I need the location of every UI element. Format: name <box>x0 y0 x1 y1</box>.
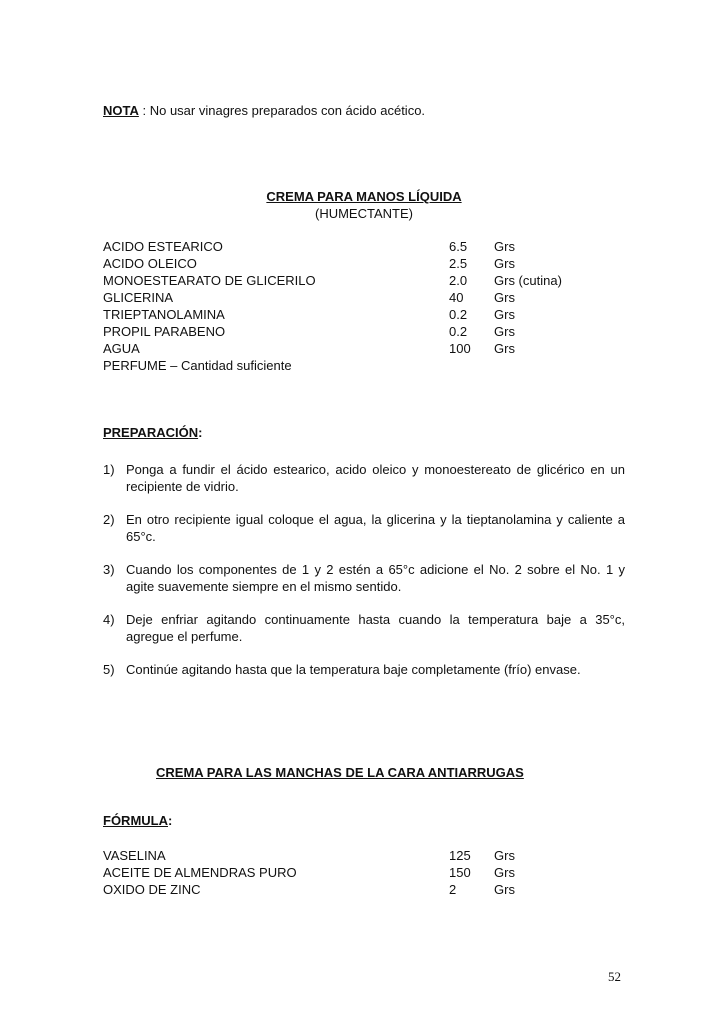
ingredient-unit: Grs <box>494 865 515 880</box>
ingredient-name: AGUA <box>103 341 140 356</box>
ingredient-name: PROPIL PARABENO <box>103 324 226 339</box>
recipe1-subtitle: (HUMECTANTE) <box>315 206 413 221</box>
ingredient-qty: 40 <box>449 290 464 305</box>
note-line <box>103 103 425 118</box>
ingredient-row <box>103 340 663 357</box>
step-number: 5) <box>103 662 115 677</box>
step-item <box>103 461 625 495</box>
note-label: NOTA <box>103 103 139 118</box>
step-number: 1) <box>103 462 115 477</box>
page-number: 52 <box>608 969 621 984</box>
ingredient-qty: 2 <box>449 882 457 897</box>
ingredient-row <box>103 847 663 864</box>
ingredient-unit: Grs <box>494 239 515 254</box>
ingredient-row <box>103 238 663 255</box>
ingredient-qty: 150 <box>449 865 471 880</box>
ingredient-unit: Grs (cutina) <box>494 273 562 288</box>
step-item <box>103 611 625 645</box>
ingredient-unit: Grs <box>494 290 515 305</box>
ingredient-unit: Grs <box>494 256 515 271</box>
ingredient-name: OXIDO DE ZINC <box>103 882 201 897</box>
perfume-line <box>103 357 663 374</box>
recipe1-title: CREMA PARA MANOS LÍQUIDA <box>266 189 462 204</box>
ingredient-row <box>103 255 663 272</box>
ingredient-name: GLICERINA <box>103 290 174 305</box>
ingredient-name: TRIEPTANOLAMINA <box>103 307 225 322</box>
step-number: 2) <box>103 512 115 527</box>
step-number: 4) <box>103 612 115 627</box>
recipe2-title: CREMA PARA LAS MANCHAS DE LA CARA ANTIARRUGAS <box>156 765 524 780</box>
ingredient-unit: Grs <box>494 882 515 897</box>
preparation-heading: PREPARACIÓN: <box>103 425 203 440</box>
ingredient-qty: 0.2 <box>449 324 468 339</box>
ingredient-row <box>103 881 663 898</box>
step-text: Ponga a fundir el ácido estearico, acido oleico y monoestereato de glicérico en un recipiente de vidrio. <box>126 462 625 494</box>
ingredient-row <box>103 272 663 289</box>
step-item <box>103 661 625 678</box>
step-text: Deje enfriar agitando continuamente hasta cuando la temperatura baje a 35°c, agregue el perfume. <box>126 612 625 644</box>
ingredient-qty: 2.0 <box>449 273 468 288</box>
ingredient-qty: 6.5 <box>449 239 468 254</box>
ingredient-unit: Grs <box>494 324 515 339</box>
step-text: En otro recipiente igual coloque el agua, la glicerina y la tieptanolamina y caliente a 65°c. <box>126 512 625 544</box>
step-number: 3) <box>103 562 115 577</box>
ingredient-name: ACIDO OLEICO <box>103 256 197 271</box>
ingredient-qty: 0.2 <box>449 307 468 322</box>
ingredient-row <box>103 289 663 306</box>
ingredient-name: VASELINA <box>103 848 166 863</box>
ingredient-name: MONOESTEARATO DE GLICERILO <box>103 273 316 288</box>
ingredient-name: ACEITE DE ALMENDRAS PURO <box>103 865 297 880</box>
perfume-text: PERFUME – Cantidad suficiente <box>103 358 292 373</box>
step-text: Cuando los componentes de 1 y 2 estén a 65°c adicione el No. 2 sobre el No. 1 y agite suavemente siempre en el mismo sentido. <box>126 562 625 594</box>
ingredient-unit: Grs <box>494 848 515 863</box>
ingredient-row <box>103 306 663 323</box>
ingredient-qty: 100 <box>449 341 471 356</box>
formula-heading: FÓRMULA: <box>103 813 173 828</box>
ingredient-name: ACIDO ESTEARICO <box>103 239 223 254</box>
step-text: Continúe agitando hasta que la temperatura baje completamente (frío) envase. <box>126 662 581 677</box>
note-text: : No usar vinagres preparados con ácido acético. <box>138 103 426 118</box>
ingredient-unit: Grs <box>494 341 515 356</box>
ingredient-unit: Grs <box>494 307 515 322</box>
ingredient-row <box>103 323 663 340</box>
ingredient-qty: 125 <box>449 848 471 863</box>
step-item <box>103 511 625 545</box>
ingredient-qty: 2.5 <box>449 256 468 271</box>
ingredient-row <box>103 864 663 881</box>
step-item <box>103 561 625 595</box>
